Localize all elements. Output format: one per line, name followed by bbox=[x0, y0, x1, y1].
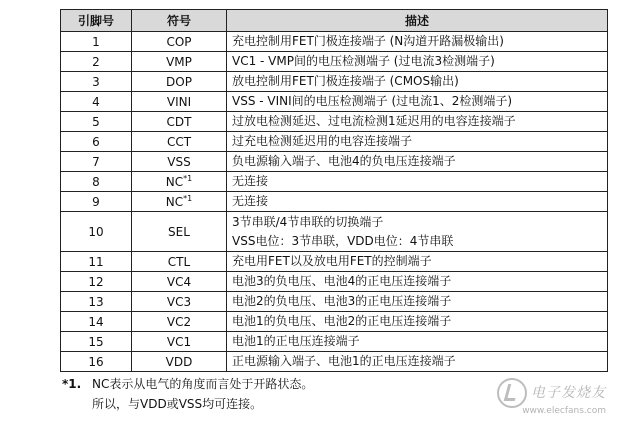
table-row bbox=[61, 312, 608, 332]
symbol-text: COP bbox=[166, 34, 192, 49]
footnote-ref: *1 bbox=[183, 193, 193, 203]
table-header-row bbox=[61, 10, 608, 32]
description-cell bbox=[227, 132, 608, 152]
description-cell bbox=[227, 32, 608, 52]
table-row bbox=[61, 132, 608, 152]
pin-number-cell: 5 bbox=[61, 112, 132, 132]
symbol-text: CCT bbox=[166, 134, 192, 149]
symbol-text: VSS bbox=[167, 154, 191, 169]
description-text: 充电控制用FET门极连接端子 (N沟道开路漏极输出) bbox=[232, 34, 504, 48]
description-cell bbox=[227, 172, 608, 192]
table-row bbox=[61, 352, 608, 372]
symbol-cell bbox=[132, 32, 227, 52]
description-text: 电池1的正电压连接端子 bbox=[232, 334, 360, 348]
description-text: VSS - VINI间的电压检测端子 (过电流1、2检测端子) bbox=[232, 94, 513, 108]
symbol-text: VINI bbox=[166, 94, 192, 109]
symbol-text: VC1 bbox=[166, 334, 192, 349]
description-cell bbox=[227, 292, 608, 312]
table-row bbox=[61, 32, 608, 52]
description-text: 放电控制用FET门极连接端子 (CMOS输出) bbox=[232, 74, 459, 88]
table-row bbox=[61, 72, 608, 92]
symbol-text: DOP bbox=[166, 74, 192, 89]
description-cell bbox=[227, 52, 608, 72]
footnote-line-1 bbox=[62, 374, 313, 394]
symbol-text: VC4 bbox=[166, 274, 192, 289]
watermark-site: www.elecfans.com bbox=[522, 406, 606, 416]
footnote-text-1: NC表示从电气的角度而言处于开路状态。 bbox=[92, 377, 314, 391]
pin-number-cell: 3 bbox=[61, 72, 132, 92]
description-cell bbox=[227, 92, 608, 112]
pin-description-table bbox=[60, 9, 608, 372]
description-text: VSS电位：3节串联，VDD电位：4节串联 bbox=[232, 233, 454, 248]
symbol-text: CDT bbox=[166, 114, 192, 129]
table-row bbox=[61, 172, 608, 192]
description-text: VC1 - VMP间的电压检测端子 (过电流3检测端子) bbox=[232, 54, 495, 68]
header-pin-number: 引脚号 bbox=[61, 10, 132, 32]
watermark bbox=[497, 378, 606, 416]
symbol-cell bbox=[132, 212, 227, 252]
table-row bbox=[61, 272, 608, 292]
symbol-cell bbox=[132, 312, 227, 332]
table-body bbox=[61, 32, 608, 372]
elecfans-logo-icon bbox=[497, 378, 527, 408]
header-symbol: 符号 bbox=[132, 10, 227, 32]
pin-number-cell: 9 bbox=[61, 192, 132, 212]
table-row bbox=[61, 292, 608, 312]
description-text: 过充电检测延迟用的电容连接端子 bbox=[232, 134, 413, 148]
pin-number-cell: 10 bbox=[61, 212, 132, 252]
description-text: 3节串联/4节串联的切换端子 bbox=[232, 214, 384, 229]
pin-number-cell: 4 bbox=[61, 92, 132, 112]
symbol-text: SEL bbox=[168, 224, 190, 239]
description-text: 充电用FET以及放电用FET的控制端子 bbox=[232, 254, 432, 268]
symbol-text: VMP bbox=[166, 54, 192, 69]
description-cell bbox=[227, 112, 608, 132]
pin-number-cell: 13 bbox=[61, 292, 132, 312]
description-cell bbox=[227, 212, 608, 252]
table-row bbox=[61, 52, 608, 72]
table-row bbox=[61, 332, 608, 352]
symbol-cell bbox=[132, 72, 227, 92]
symbol-text: NC bbox=[165, 174, 184, 189]
footnote-line-2 bbox=[62, 394, 313, 414]
symbol-cell bbox=[132, 272, 227, 292]
description-cell bbox=[227, 72, 608, 92]
symbol-text: NC bbox=[165, 194, 184, 209]
footnote-mark: *1. bbox=[62, 377, 82, 391]
pin-number-cell: 8 bbox=[61, 172, 132, 192]
footnote-text-2: 所以，与VDD或VSS均可连接。 bbox=[92, 397, 263, 411]
pin-number-cell: 2 bbox=[61, 52, 132, 72]
table-row bbox=[61, 212, 608, 252]
pin-number-cell: 1 bbox=[61, 32, 132, 52]
description-text: 正电源输入端子、电池1的正电压连接端子 bbox=[232, 354, 456, 368]
header-description: 描述 bbox=[227, 10, 608, 32]
symbol-cell bbox=[132, 292, 227, 312]
symbol-cell bbox=[132, 112, 227, 132]
description-cell bbox=[227, 152, 608, 172]
symbol-text: VC3 bbox=[166, 294, 192, 309]
footnote bbox=[62, 374, 313, 414]
description-cell bbox=[227, 352, 608, 372]
description-cell bbox=[227, 252, 608, 272]
table-row bbox=[61, 252, 608, 272]
symbol-text: VDD bbox=[165, 354, 193, 369]
pin-number-cell: 7 bbox=[61, 152, 132, 172]
footnote-ref: *1 bbox=[183, 173, 193, 183]
pin-number-cell: 12 bbox=[61, 272, 132, 292]
table-row bbox=[61, 192, 608, 212]
watermark-text: 电子发烧友 bbox=[531, 385, 606, 401]
description-cell bbox=[227, 332, 608, 352]
symbol-cell bbox=[132, 352, 227, 372]
description-cell bbox=[227, 192, 608, 212]
description-cell bbox=[227, 272, 608, 292]
description-text: 电池2的负电压、电池3的正电压连接端子 bbox=[232, 294, 452, 308]
symbol-cell bbox=[132, 172, 227, 192]
symbol-cell bbox=[132, 52, 227, 72]
table-row bbox=[61, 152, 608, 172]
pin-number-cell: 6 bbox=[61, 132, 132, 152]
pin-number-cell: 11 bbox=[61, 252, 132, 272]
description-cell bbox=[227, 312, 608, 332]
description-text: 无连接 bbox=[232, 194, 269, 208]
symbol-cell bbox=[132, 192, 227, 212]
symbol-cell bbox=[132, 152, 227, 172]
symbol-cell bbox=[132, 332, 227, 352]
symbol-text: VC2 bbox=[166, 314, 192, 329]
table-row bbox=[61, 92, 608, 112]
symbol-cell bbox=[132, 252, 227, 272]
pin-number-cell: 15 bbox=[61, 332, 132, 352]
pin-number-cell: 14 bbox=[61, 312, 132, 332]
symbol-cell bbox=[132, 132, 227, 152]
description-text: 无连接 bbox=[232, 174, 269, 188]
table-row bbox=[61, 112, 608, 132]
description-text: 过放电检测延迟、过电流检测1延迟用的电容连接端子 bbox=[232, 114, 516, 128]
pin-number-cell: 16 bbox=[61, 352, 132, 372]
description-text: 电池3的负电压、电池4的正电压连接端子 bbox=[232, 274, 452, 288]
symbol-cell bbox=[132, 92, 227, 112]
description-text: 负电源输入端子、电池4的负电压连接端子 bbox=[232, 154, 456, 168]
description-text: 电池1的负电压、电池2的正电压连接端子 bbox=[232, 314, 452, 328]
symbol-text: CTL bbox=[167, 254, 191, 269]
